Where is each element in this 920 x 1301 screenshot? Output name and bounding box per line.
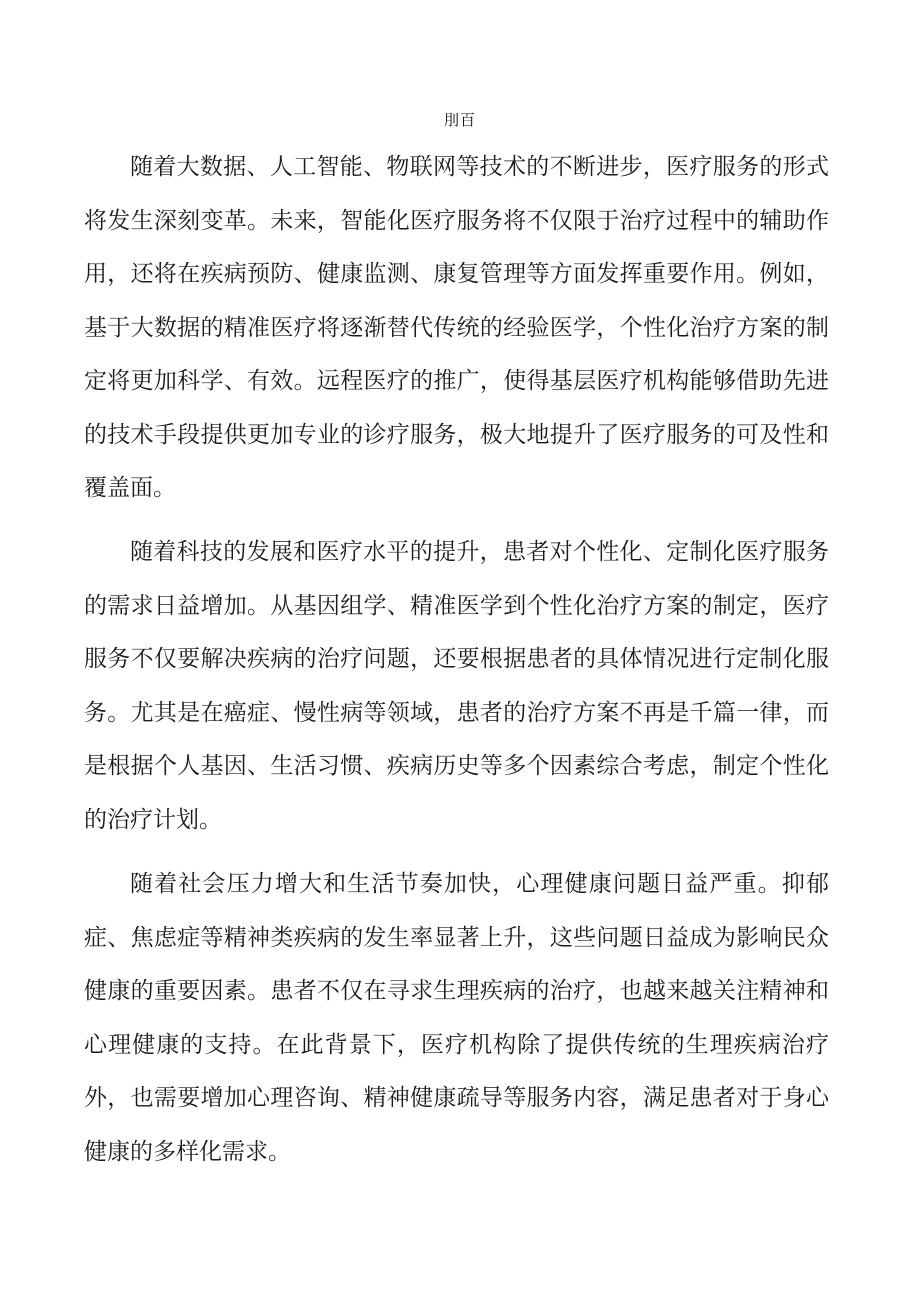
paragraph-3: 随着社会压力增大和生活节奏加快，心理健康问题日益严重。抑郁症、焦虑症等精神类疾病的发生率显著上升，这些问题日益成为影响民众健康的重要因素。患者不仅在寻求生理疾病的治疗，也越来越关注精神和心理健康的支持。在此背景下，医疗机构除了提供传统的生理疾病治疗外，也需要增加心理咨询、精神健康疏导等服务内容，满足患者对于身心健康的多样化需求。 [84,871,829,1165]
page-heading: 刖百 [443,111,476,129]
paragraph-1: 随着大数据、人工智能、物联网等技术的不断进步，医疗服务的形式将发生深刻变革。未来，智能化医疗服务将不仅限于治疗过程中的辅助作用，还将在疾病预防、健康监测、康复管理等方面发挥重要作用。例如，基于大数据的精准医疗将逐渐替代传统的经验医学，个性化治疗方案的制定将更加科学、有效。远程医疗的推广，使得基层医疗机构能够借助先进的技术手段提供更加专业的诊疗服务，极大地提升了医疗服务的可及性和覆盖面。 [84,154,829,501]
paragraph-2: 随着科技的发展和医疗水平的提升，患者对个性化、定制化医疗服务的需求日益增加。从基因组学、精准医学到个性化治疗方案的制定，医疗服务不仅要解决疾病的治疗问题，还要根据患者的具体情况进行定制化服务。尤其是在癌症、慢性病等领域，患者的治疗方案不再是千篇一律，而是根据个人基因、生活习惯、疾病历史等多个因素综合考虑，制定个性化的治疗计划。 [84,539,829,833]
